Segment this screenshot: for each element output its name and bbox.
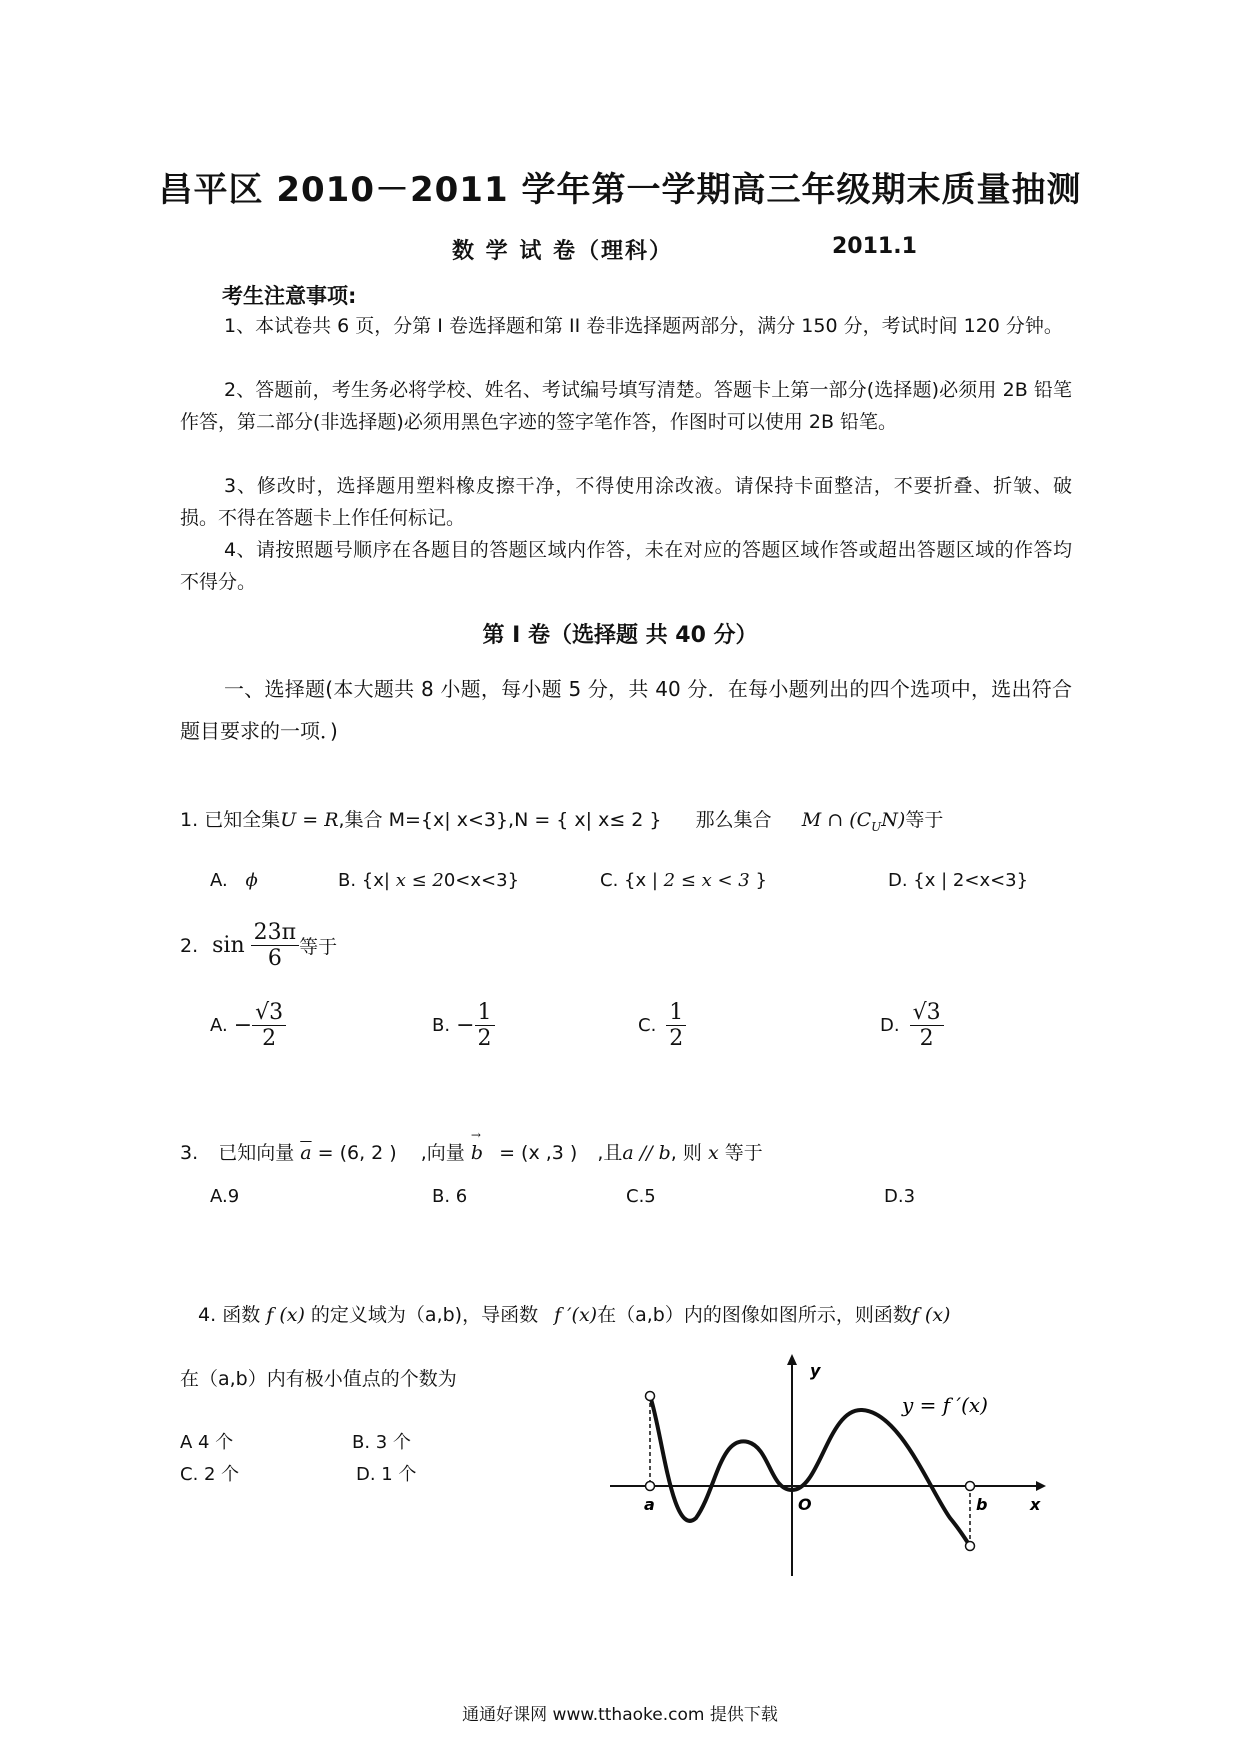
q4-option-c: C. 2 个 — [180, 1464, 240, 1485]
q4-fx2: f (x) — [911, 1304, 951, 1326]
exam-title: 昌平区 2010－2011 学年第一学期高三年级期末质量抽测 — [158, 170, 1082, 210]
q3-x: x — [707, 1142, 719, 1164]
page-footer: 通通好课网 www.tthaoke.com 提供下载 — [462, 1705, 778, 1725]
q3-number: 3. — [180, 1142, 199, 1164]
q2-stem-end: 等于 — [299, 936, 338, 959]
b-label: b — [976, 1495, 988, 1514]
q4-option-a: A 4 个 — [180, 1432, 234, 1453]
q3-stem-c: ,且 — [597, 1142, 623, 1164]
q1-option-a: A. ϕ — [210, 870, 258, 891]
q4-stem-b: 的定义域为（a,b)，导函数 — [310, 1304, 539, 1326]
q3-stem-e: 等于 — [724, 1142, 763, 1164]
derivative-curve — [650, 1396, 970, 1546]
q4-option-d: D. 1 个 — [356, 1464, 417, 1485]
q4-stem-a: 函数 — [222, 1304, 261, 1326]
notice-item-1: 1、本试卷共 6 页，分第 I 卷选择题和第 II 卷非选择题两部分，满分 150 分，考试时间 120 分钟。 — [224, 315, 1063, 337]
origin-label: O — [798, 1495, 812, 1514]
left-endpoint — [646, 1392, 655, 1401]
q2-option-d: D. $\frac{√3}{2}$ — [880, 1000, 944, 1052]
question-4 — [198, 1300, 950, 1327]
q4-number: 4. — [198, 1304, 217, 1326]
curve-label: y = f ′(x) — [902, 1393, 988, 1417]
q3-stem-b: ,向量 — [420, 1142, 465, 1164]
notice-heading: 考生注意事项: — [222, 284, 357, 308]
section-instruction: 一、选择题(本大题共 8 小题，每小题 5 分，共 40 分．在每小题列出的四个选项中，选出符合题目要求的一项．) — [180, 677, 1072, 743]
q3-option-d: D.3 — [884, 1186, 916, 1207]
point-a — [646, 1482, 655, 1491]
y-axis-arrow — [787, 1354, 797, 1365]
q4-fpx: f ′(x) — [554, 1304, 598, 1326]
q1-option-d: D. {x | 2<x<3} — [888, 870, 1029, 891]
x-label: x — [1030, 1495, 1041, 1514]
q1-expr: M ∩ $(C_UN)$ — [801, 809, 906, 834]
right-endpoint — [966, 1542, 975, 1551]
q1-option-c: C. {x | 2 ≤ x < 3 } — [600, 870, 767, 891]
q1-universal: U = R — [280, 809, 339, 831]
y-label: y — [810, 1361, 821, 1380]
q1-stem-d: 等于 — [905, 809, 944, 831]
exam-date: 2011.1 — [832, 234, 917, 259]
q2-option-b: B. − $\frac{1}{2}$ — [432, 1000, 495, 1052]
q3-option-a: A.9 — [210, 1186, 240, 1207]
q2-number: 2. — [180, 934, 199, 957]
notice-item-2: 2、答题前，考生务必将学校、姓名、考试编号填写清楚。答题卡上第一部分(选择题)必须用 2B 铅笔作答，第二部分(非选择题)必须用黑色字迹的签字笔作答，作图时可以使用 2B 铅笔。 — [180, 379, 1072, 433]
question-1 — [180, 805, 943, 834]
q3-vector-b-value: = (x ,3 ) — [499, 1142, 578, 1164]
q3-vector-a: $\overline{a}$ — [300, 1142, 312, 1164]
q3-option-b: B. 6 — [432, 1186, 468, 1207]
q4-fx: f (x) — [266, 1304, 305, 1326]
section-title: 第 I 卷（选择题 共 40 分） — [482, 623, 758, 648]
exam-subtitle: 数 学 试 卷（理科） — [452, 239, 673, 264]
derivative-graph — [600, 1350, 1080, 1580]
q4-stem-line2: 在（a,b）内有极小值点的个数为 — [180, 1368, 457, 1390]
q1-stem-b: ,集合 M={x| x<3},N = { x| x≤ 2 } — [338, 809, 662, 831]
x-axis-arrow — [1036, 1481, 1046, 1491]
q1-stem-a: 已知全集 — [204, 809, 281, 831]
q2-option-a: A. − $\frac{√3}{2}$ — [210, 1000, 286, 1052]
q1-stem-c: 那么集合 — [695, 809, 772, 831]
notice-item-4: 4、请按照题号顺序在各题目的答题区域内作答，未在对应的答题区域作答或超出答题区域的作答均不得分。 — [180, 539, 1072, 593]
q2-option-c: C. $\frac{1}{2}$ — [638, 1000, 686, 1052]
question-3 — [180, 1128, 763, 1165]
notice-item-3: 3、修改时，选择题用塑料橡皮擦干净，不得使用涂改液。请保持卡面整洁，不要折叠、折皱、破损。不得在答题卡上作任何标记。 — [180, 475, 1072, 529]
a-label: a — [644, 1495, 655, 1514]
q3-stem-d: , 则 — [670, 1142, 702, 1164]
q3-stem-a: 已知向量 — [218, 1142, 295, 1164]
point-b — [966, 1482, 975, 1491]
q2-angle-fraction: $\frac{23\pi}{6}$ — [251, 920, 299, 972]
q3-parallel: a // b — [622, 1142, 671, 1164]
question-2 — [180, 920, 337, 972]
q1-number: 1. — [180, 809, 199, 831]
q3-vector-a-value: = (6, 2 ) — [317, 1142, 397, 1164]
q3-option-c: C.5 — [626, 1186, 656, 1207]
q4-option-b: B. 3 个 — [352, 1432, 411, 1453]
q3-vector-b: → b — [470, 1128, 484, 1164]
q2-sin: sin — [212, 933, 245, 959]
q4-stem-c: 在（a,b）内的图像如图所示，则函数 — [597, 1304, 912, 1326]
q1-option-b: B. {x| x ≤ 20<x<3} — [338, 870, 520, 891]
